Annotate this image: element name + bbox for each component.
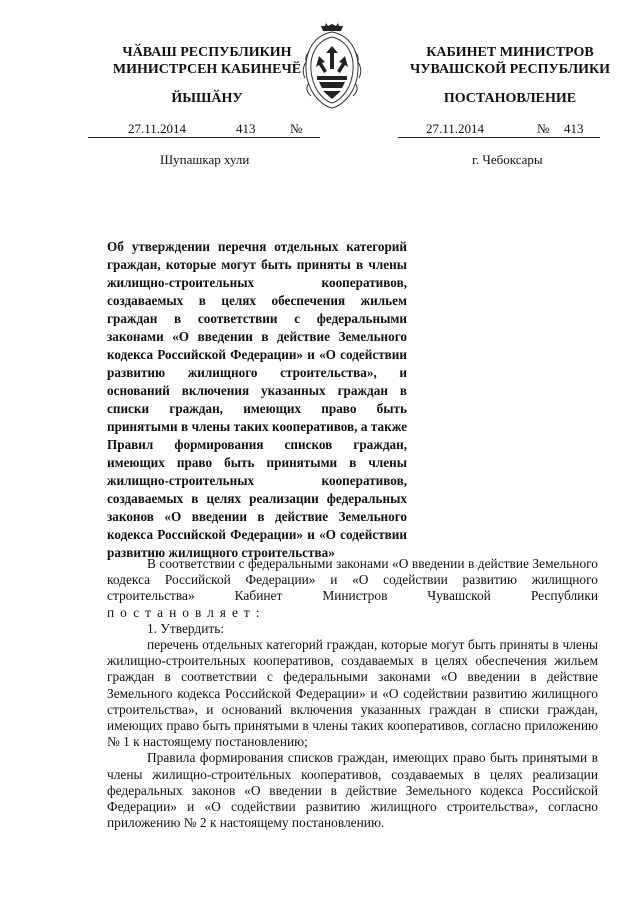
city-russian: г. Чебоксары <box>472 152 543 167</box>
registration-line-chuvash <box>88 121 320 138</box>
registration-date-chuvash: 27.11.2014 <box>128 121 187 136</box>
document-kind-chuvash: ЙЫШӐНУ <box>171 91 243 106</box>
registration-date-russian: 27.11.2014 <box>426 121 485 136</box>
number-sign-chuvash: № <box>290 121 303 136</box>
issuer-chuvash <box>92 44 322 78</box>
registration-number-russian: 413 <box>564 121 584 136</box>
registration-line-russian <box>398 121 600 138</box>
registration-number-chuvash: 413 <box>236 121 256 136</box>
preamble-paragraph <box>107 556 598 621</box>
issuer-chuvash-line2: МИНИСТРСЕН КАБИНЕЧӖ <box>112 62 302 77</box>
item-1-list-paragraph: перечень отдельных категорий граждан, которые могут быть приняты в члены жилищно-строительных кооперативов, создаваемых в целях обеспечения жильем граждан в соответствии с федеральными законами «О введении в действие Земельного кодекса Российской Федерации» и «О содействии развитию жилищного строительства», и оснований включения указанных граждан в списки граждан, имеющих право быть принятыми в члены таких кооперативов, согласно приложению № 1 к настоящему постановлению; <box>107 637 598 750</box>
issuer-russian-line1: КАБИНЕТ МИНИСТРОВ <box>426 45 594 60</box>
resolution-body <box>107 556 598 831</box>
issuer-chuvash-line1: ЧӐВАШ РЕСПУБЛИКИН <box>122 45 292 60</box>
issuer-russian <box>390 44 630 78</box>
chuvash-coat-of-arms-icon <box>297 22 367 110</box>
preamble-text: В соответствии с федеральными законами «О введении в действие Земельного кодекса Российской Федерации» и «О содействии развитию жилищного строительства» Кабинет Министров Чувашской Республики <box>107 556 598 604</box>
document-kind-russian: ПОСТАНОВЛЕНИЕ <box>443 91 577 106</box>
issuer-russian-line2: ЧУВАШСКОЙ РЕСПУБЛИКИ <box>409 62 611 77</box>
city-chuvash: Шупашкар хули <box>160 152 250 167</box>
item-1-heading: 1. Утвердить: <box>147 620 225 636</box>
resolves-word: постановляет: <box>107 604 266 620</box>
resolution-title: Об утверждении перечня отдельных категорий граждан, которые могут быть приняты в члены жилищно-строительных кооперативов, создаваемых в целях обеспечения жильем граждан в соответствии с федеральными законами «О введении в действие Земельного кодекса Российской Федерации» и «О содействии развитию жилищного строительства», и оснований включения указанных граждан в списки граждан, имеющих право быть принятыми в члены таких кооперативов, а также Правил формирования списков граждан, имеющих право быть принятыми в члены жилищно-строительных кооперативов, создаваемых в целях реализации федеральных законов «О введении в действие Земельного кодекса Российской Федерации» и «О содействии развитию жилищного строительства» <box>107 239 407 560</box>
item-1-rules-paragraph: Правила формирования списков граждан, имеющих право быть принятыми в члены жилищно-строительных кооперативов, создаваемых в целях реализации федеральных законов «О введении в действие Земельного кодекса Российской Федерации» и «О содействии развитию жилищного строительства», согласно приложению № 2 к настоящему постановлению. <box>107 750 598 831</box>
number-sign-russian: № <box>537 121 550 136</box>
